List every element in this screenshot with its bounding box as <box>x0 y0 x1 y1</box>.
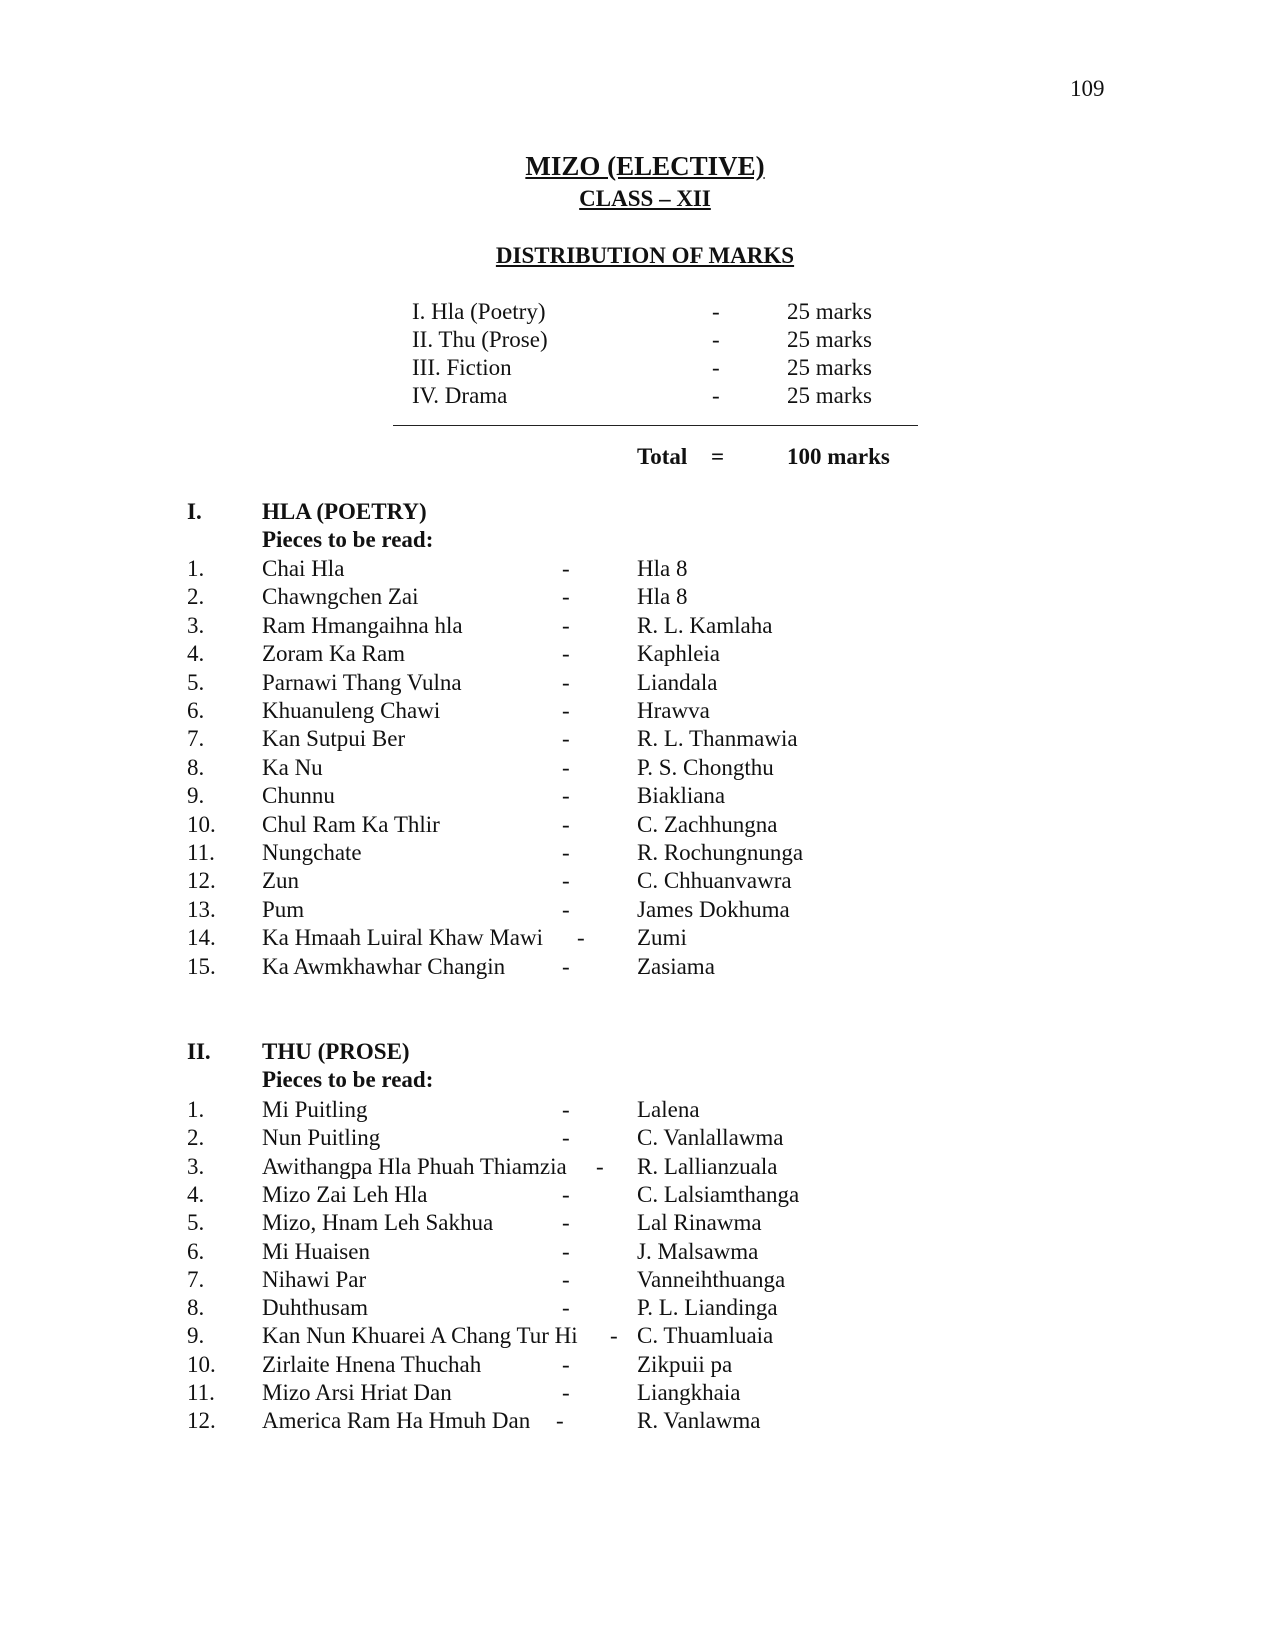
item-dash: - <box>562 896 570 922</box>
item-dash: - <box>562 1097 570 1122</box>
item-dash: - <box>562 698 570 723</box>
item-number: 10. <box>187 811 216 837</box>
item-title: Chunnu <box>262 783 335 809</box>
section-subheading: Pieces to be read: <box>262 527 434 552</box>
item-title: Zoram Ka Ram <box>262 641 406 667</box>
item-title: Nungchate <box>262 840 362 865</box>
item-number: 3. <box>187 1153 205 1179</box>
marks-value: 25 marks <box>787 355 872 380</box>
item-title: America Ram Ha Hmuh Dan <box>262 1408 531 1434</box>
item-title: Mizo, Hnam Leh Sakhua <box>262 1210 494 1236</box>
list-item <box>0 1380 1275 1408</box>
item-number: 8. <box>187 1295 205 1321</box>
item-title: Pum <box>262 896 305 922</box>
item-title: Chai Hla <box>262 556 345 581</box>
item-author: C. Lalsiamthanga <box>637 1181 800 1207</box>
item-title: Nun Puitling <box>262 1125 381 1151</box>
item-author: C. Thuamluaia <box>637 1323 774 1349</box>
marks-value: 25 marks <box>787 299 872 324</box>
item-dash: - <box>556 1408 564 1434</box>
item-author: Zikpuii pa <box>637 1351 733 1377</box>
item-title: Awithangpa Hla Phuah Thiamzia <box>262 1153 567 1179</box>
marks-row <box>0 355 1275 383</box>
list-item <box>0 1408 1275 1436</box>
item-number: 3. <box>187 612 205 638</box>
item-author: R. L. Thanmawia <box>637 726 798 752</box>
item-title: Kan Sutpui Ber <box>262 726 406 752</box>
list-item <box>0 954 1275 982</box>
marks-dash: - <box>712 299 720 324</box>
item-number: 4. <box>187 1181 205 1207</box>
item-title: Nihawi Par <box>262 1266 367 1292</box>
section-numeral: I. <box>187 499 202 524</box>
list-item <box>0 556 1275 584</box>
list-item <box>0 1154 1275 1182</box>
marks-row <box>0 299 1275 327</box>
item-author: P. L. Liandinga <box>637 1295 778 1321</box>
page-subtitle: CLASS – XII <box>579 186 711 211</box>
item-title: Zun <box>262 868 300 894</box>
item-dash: - <box>562 726 570 752</box>
section-title: HLA (POETRY) <box>262 499 427 524</box>
list-item <box>0 1267 1275 1295</box>
item-author: Lalena <box>637 1097 700 1122</box>
item-dash: - <box>562 584 570 610</box>
item-dash: - <box>562 612 570 638</box>
section-subheading: Pieces to be read: <box>262 1067 434 1092</box>
item-number: 5. <box>187 669 205 695</box>
item-dash: - <box>562 1181 570 1207</box>
item-title: Mizo Arsi Hriat Dan <box>262 1380 452 1405</box>
item-dash: - <box>562 1351 570 1377</box>
list-item <box>0 1295 1275 1323</box>
item-dash: - <box>577 925 585 951</box>
item-author: Zasiama <box>637 953 715 979</box>
item-author: R. Vanlawma <box>637 1408 761 1434</box>
item-number: 12. <box>187 1408 216 1434</box>
item-dash: - <box>562 669 570 695</box>
item-number: 7. <box>187 726 205 752</box>
section-numeral: II. <box>187 1039 211 1064</box>
list-item <box>0 726 1275 754</box>
item-dash: - <box>562 953 570 979</box>
page-number: 109 <box>1070 76 1105 101</box>
item-number: 12. <box>187 868 216 894</box>
list-item <box>0 812 1275 840</box>
item-author: Lal Rinawma <box>637 1210 762 1236</box>
item-dash: - <box>562 783 570 809</box>
item-title: Kan Nun Khuarei A Chang Tur Hi <box>262 1323 578 1349</box>
item-title: Mizo Zai Leh Hla <box>262 1181 428 1207</box>
list-item <box>0 698 1275 726</box>
item-dash: - <box>562 754 570 780</box>
item-dash: - <box>610 1323 618 1349</box>
list-item <box>0 925 1275 953</box>
total-equals: = <box>711 444 725 469</box>
item-title: Khuanuleng Chawi <box>262 698 441 723</box>
item-number: 4. <box>187 641 205 667</box>
item-author: Hla 8 <box>637 556 688 581</box>
marks-label: II. Thu (Prose) <box>412 327 548 352</box>
marks-value: 25 marks <box>787 327 872 352</box>
item-number: 14. <box>187 925 216 951</box>
item-dash: - <box>562 1238 570 1264</box>
marks-dash: - <box>712 327 720 352</box>
item-title: Duhthusam <box>262 1295 369 1321</box>
item-dash: - <box>596 1153 604 1179</box>
item-number: 5. <box>187 1210 205 1236</box>
page-title: MIZO (ELECTIVE) <box>525 151 765 181</box>
item-number: 7. <box>187 1266 205 1292</box>
item-number: 6. <box>187 1238 205 1264</box>
item-dash: - <box>562 641 570 667</box>
list-item <box>0 1182 1275 1210</box>
total-divider-line <box>393 425 918 426</box>
list-item <box>0 868 1275 896</box>
item-author: Zumi <box>637 925 687 951</box>
distribution-heading: DISTRIBUTION OF MARKS <box>495 243 795 268</box>
marks-dash: - <box>712 383 720 408</box>
item-dash: - <box>562 1295 570 1321</box>
list-item <box>0 641 1275 669</box>
list-item <box>0 670 1275 698</box>
item-number: 15. <box>187 953 216 979</box>
item-number: 6. <box>187 698 205 723</box>
item-title: Chul Ram Ka Thlir <box>262 811 440 837</box>
item-title: Mi Huaisen <box>262 1238 370 1264</box>
item-author: C. Chhuanvawra <box>637 868 792 894</box>
marks-row <box>0 383 1275 411</box>
item-title: Mi Puitling <box>262 1097 368 1122</box>
item-number: 9. <box>187 783 205 809</box>
section-title: THU (PROSE) <box>262 1039 410 1064</box>
total-label: Total <box>637 444 688 469</box>
item-number: 11. <box>187 840 215 865</box>
item-dash: - <box>562 1380 570 1405</box>
item-author: James Dokhuma <box>637 896 790 922</box>
marks-value: 25 marks <box>787 383 872 408</box>
item-number: 10. <box>187 1351 216 1377</box>
marks-row <box>0 327 1275 355</box>
marks-label: III. Fiction <box>412 355 512 380</box>
list-item <box>0 613 1275 641</box>
item-number: 2. <box>187 584 205 610</box>
item-author: Kaphleia <box>637 641 721 667</box>
item-author: R. Lallianzuala <box>637 1153 778 1179</box>
item-dash: - <box>562 1266 570 1292</box>
item-title: Ka Nu <box>262 754 323 780</box>
list-item <box>0 755 1275 783</box>
item-number: 9. <box>187 1323 205 1349</box>
list-item <box>0 1239 1275 1267</box>
list-item <box>0 1125 1275 1153</box>
item-dash: - <box>562 556 570 581</box>
item-title: Ka Hmaah Luiral Khaw Mawi <box>262 925 544 951</box>
item-author: J. Malsawma <box>637 1238 759 1264</box>
item-title: Ka Awmkhawhar Changin <box>262 953 506 979</box>
item-number: 11. <box>187 1380 215 1405</box>
item-author: C. Zachhungna <box>637 811 778 837</box>
item-title: Ram Hmangaihna hla <box>262 612 463 638</box>
item-author: Hrawva <box>637 698 710 723</box>
item-author: C. Vanlallawma <box>637 1125 784 1151</box>
marks-dash: - <box>712 355 720 380</box>
marks-label: I. Hla (Poetry) <box>412 299 546 324</box>
item-title: Zirlaite Hnena Thuchah <box>262 1351 482 1377</box>
list-item <box>0 1097 1275 1125</box>
list-item <box>0 1210 1275 1238</box>
item-number: 13. <box>187 896 216 922</box>
item-number: 1. <box>187 556 205 581</box>
item-author: Liandala <box>637 669 718 695</box>
item-dash: - <box>562 1125 570 1151</box>
item-title: Parnawi Thang Vulna <box>262 669 462 695</box>
item-author: P. S. Chongthu <box>637 754 774 780</box>
item-author: Liangkhaia <box>637 1380 741 1405</box>
item-author: R. Rochungnunga <box>637 840 804 865</box>
item-author: R. L. Kamlaha <box>637 612 773 638</box>
list-item <box>0 783 1275 811</box>
item-author: Biakliana <box>637 783 726 809</box>
item-author: Vanneihthuanga <box>637 1266 786 1292</box>
item-number: 1. <box>187 1097 205 1122</box>
total-value: 100 marks <box>787 444 890 469</box>
list-item <box>0 1323 1275 1351</box>
item-dash: - <box>562 868 570 894</box>
item-author: Hla 8 <box>637 584 688 610</box>
list-item <box>0 840 1275 868</box>
item-dash: - <box>562 811 570 837</box>
list-item <box>0 897 1275 925</box>
list-item <box>0 584 1275 612</box>
item-number: 8. <box>187 754 205 780</box>
item-number: 2. <box>187 1125 205 1151</box>
item-title: Chawngchen Zai <box>262 584 419 610</box>
item-dash: - <box>562 1210 570 1236</box>
item-dash: - <box>562 840 570 865</box>
list-item <box>0 1352 1275 1380</box>
marks-label: IV. Drama <box>412 383 508 408</box>
